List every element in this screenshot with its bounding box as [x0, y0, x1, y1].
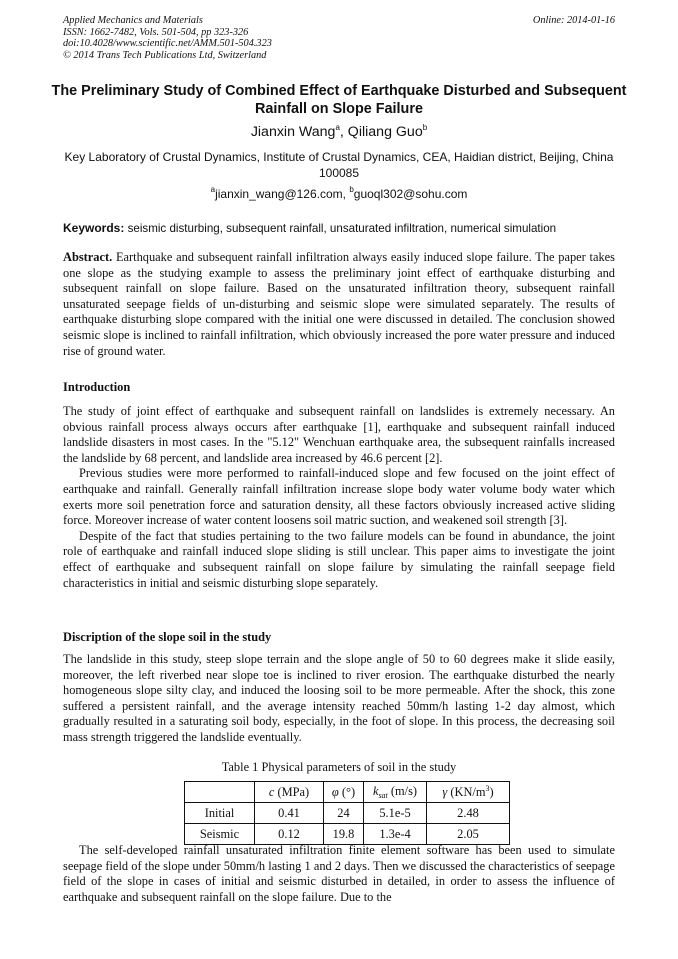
introduction-heading: Introduction	[63, 380, 131, 394]
table-cell: 0.12	[255, 824, 324, 845]
issn-line: ISSN: 1662-7482, Vols. 501-504, pp 323-326	[63, 26, 249, 38]
paragraph: The study of joint effect of earthquake and subsequent rainfall on landslides is extremely necessary. An obvious rainfall process always occurs after earthquake [1], earthquake and subsequent rainfall induced landslide disasters in most cases. In the "5.12" Wenchuan earthquake area, the subsequent rainfalls increased the landslide by 68 percent, and landslide area increased by 46.6 percent [2].	[63, 404, 615, 465]
table-header-cell	[185, 782, 255, 803]
email-address: guoql302@sohu.com	[353, 187, 468, 201]
table-header-row	[185, 782, 510, 803]
keywords-label: Keywords:	[63, 221, 125, 235]
affiliation: Key Laboratory of Crustal Dynamics, Institute of Crustal Dynamics, CEA, Haidian district, Beijing, China 100085	[64, 150, 614, 180]
abstract	[63, 250, 615, 359]
introduction-body	[63, 404, 615, 591]
author-separator: ,	[339, 124, 348, 140]
abstract-label: Abstract.	[63, 250, 113, 264]
paragraph: Despite of the fact that studies pertaining to the two failure models can be found in abundance, the joint role of earthquake and rainfall induced slope sliding is still unclear. This paper aims to investigate the joint effect of earthquake and subsequent rainfall on slope failure by simulating the rainfall seepage field characteristics in initial and seismic disturbing slope separately.	[63, 528, 615, 590]
copyright-line: © 2014 Trans Tech Publications Ltd, Switzerland	[63, 49, 267, 61]
paper-title: The Preliminary Study of Combined Effect of Earthquake Disturbed and Subsequent Rainfall on Slope Failure	[51, 83, 627, 117]
author-mark: b	[422, 123, 428, 132]
table-header-cell: φ (°)	[324, 782, 364, 803]
author-list	[40, 123, 638, 140]
table-cell: 24	[324, 803, 364, 824]
table-cell: 0.41	[255, 803, 324, 824]
author-name: Qiliang Guo	[347, 124, 423, 140]
table-cell: 19.8	[324, 824, 364, 845]
doi-line: doi:10.4028/www.scientific.net/AMM.501-504.323	[63, 38, 272, 50]
table-header-cell: c (MPa)	[255, 782, 324, 803]
journal-header	[63, 15, 272, 61]
email-address: jianxin_wang@126.com,	[215, 187, 350, 201]
abstract-text: Earthquake and subsequent rainfall infiltration always easily induced slope failure. The paper takes one slope as the studying example to assess the preliminary joint effect of earthquake disturbing and subsequent rainfall on slope failure. Based on the unsaturated infiltration theory, subsequent rainfall unsaturated seepage fields of un-disturbing and seismic slope were simulated separately. The results of earthquake disturbing slope compared with the initial one were discussed in detailed. The conclusion showed seismic slope is inclined to rainfall infiltration, which obviously increased the pore water pressure and induced rise of ground water.	[63, 250, 615, 358]
table-cell: 5.1e-5	[364, 803, 427, 824]
paragraph: Previous studies were more performed to rainfall-induced slope and few focused on the joint effect of earthquake and rainfall. Generally rainfall infiltration increase slope body water volume body water which exerts more soil penetration force and saturation density, all these factors obviously increased active sliding force. Moreover increase of water content loosens soil matric suction, and weakened soil strength [3].	[63, 466, 615, 528]
table-caption: Table 1 Physical parameters of soil in the study	[221, 760, 457, 774]
author-mark: a	[335, 123, 340, 132]
online-date: Online: 2014-01-16	[532, 15, 615, 26]
description-body	[63, 652, 615, 746]
table-cell: 1.3e-4	[364, 824, 427, 845]
table-cell: 2.05	[427, 824, 510, 845]
author-name: Jianxin Wang	[250, 124, 336, 140]
journal-name: Applied Mechanics and Materials	[63, 15, 203, 26]
email-line	[40, 185, 638, 201]
paragraph: The self-developed rainfall unsaturated infiltration finite element software has been used to simulate seepage field of the slope under 50mm/h lasting 1 and 2 days. Then we discussed the characteristics of seepage field of the slope in cases of initial and seismic disturbed in detailed, in order to assess the influence of earthquake and subsequent rainfall on the slope failure. Due to the	[63, 843, 615, 904]
keywords	[63, 221, 623, 235]
parameters-table	[184, 781, 510, 845]
closing-body	[63, 843, 615, 905]
table-cell: Seismic	[185, 824, 255, 845]
email-mark: a	[210, 185, 216, 194]
table-header-cell: γ $(KN/m^3)$	[427, 782, 510, 803]
description-heading: Discription of the slope soil in the study	[63, 630, 272, 644]
keywords-text: seismic disturbing, subsequent rainfall, unsaturated infiltration, numerical simulation	[124, 222, 557, 235]
table-cell: Initial	[185, 803, 255, 824]
table-header-cell: $k_{sat}$ (m/s)	[364, 782, 427, 803]
paragraph: The landslide in this study, steep slope terrain and the slope angle of 50 to 60 degrees make it slide easily, moreover, the left riverbed near slope toe is inclined to river erosion. The earthquake disturbed the nearly homogeneous slope silty clay, and induced the loosing soil to be more permeable. After the shock, this zone suffered a persistent rainfall, and the average intensity reached 50mm/h lasting 1-2 day almost, which gradually resulted in a saturating soil body, especially, in the foot of slope. In this process, the decreasing soil mass strength triggered the landslide eventually.	[63, 652, 615, 744]
table-row	[185, 803, 510, 824]
table-row	[185, 824, 510, 845]
email-mark: b	[349, 185, 354, 194]
table-cell: 2.48	[427, 803, 510, 824]
